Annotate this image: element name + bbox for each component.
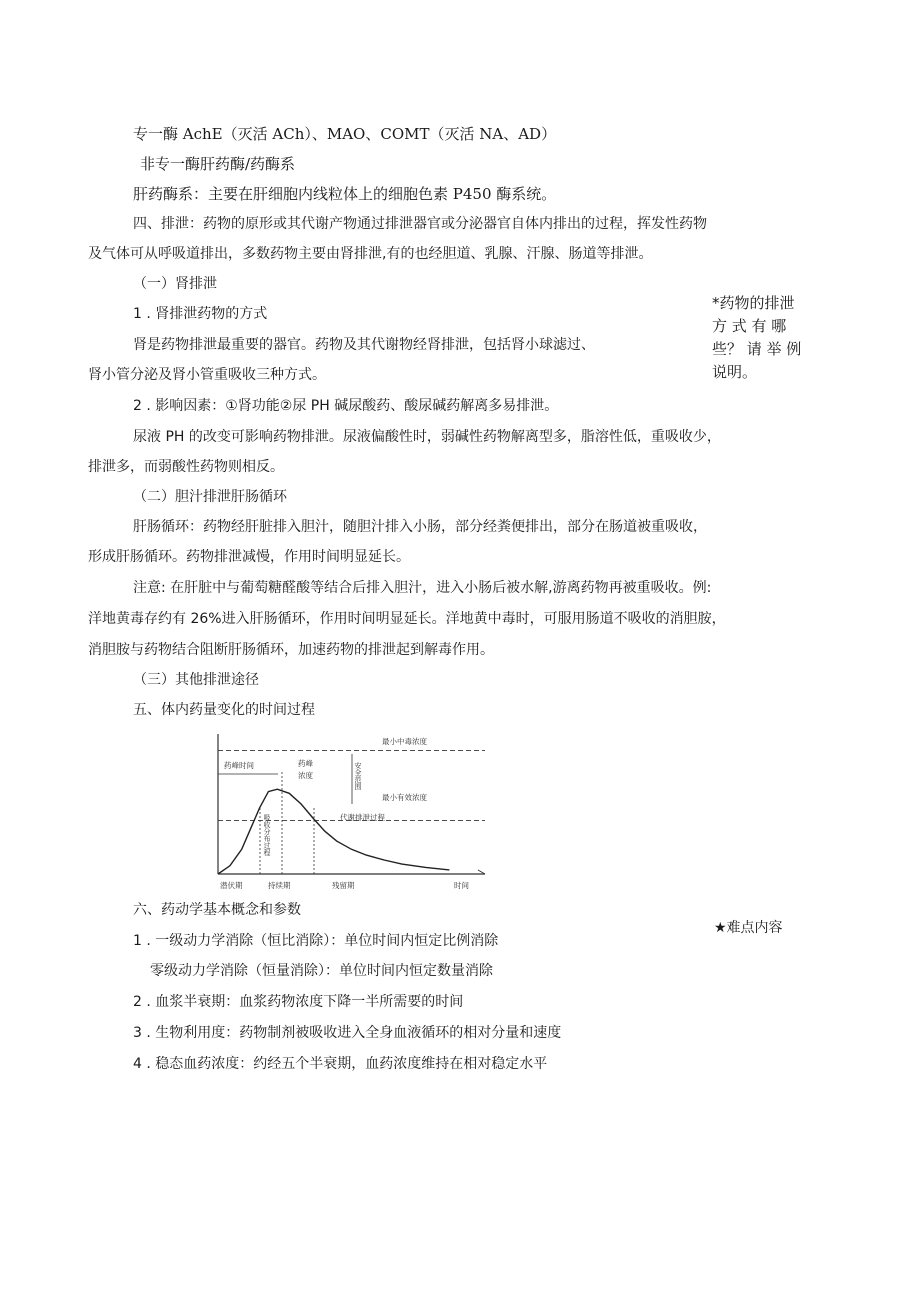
side-note-line-1: *药物的排泄 [712,294,795,312]
peak-conc-label-1: 药峰 [298,759,313,768]
section-heading-other: （三）其他排泄途径 [133,672,259,688]
section-heading-six: 六、药动学基本概念和参数 [133,902,301,918]
text-line-24: 2 . 血浆半衰期：血浆药物浓度下降一半所需要的时间 [133,994,464,1010]
min-effective-label: 最小有效浓度 [382,793,427,802]
text-line-8: 肾是药物排泄最重要的器官。药物及其代谢物经肾排泄，包括肾小球滤过、 [133,337,595,353]
text-line-15: 形成肝肠循环。药物排泄减慢，作用时间明显延长。 [88,549,410,565]
text-line-7: 1 . 肾排泄药物的方式 [133,306,268,322]
side-note-line-4: 说明。 [712,363,758,381]
text-line-26: 4 . 稳态血药浓度：约经五个半衰期，血药浓度维持在相对稳定水平 [133,1056,548,1072]
section-heading-five: 五、体内药量变化的时间过程 [133,702,315,718]
text-line-9: 肾小管分泌及肾小管重吸收三种方式。 [88,367,326,383]
elimination-label: 代谢排泄过程 [340,813,385,822]
min-toxic-label: 最小中毒浓度 [382,737,427,746]
text-line-16: 注意: 在肝脏中与葡萄糖醛酸等结合后排入胆汁，进入小肠后被水解,游离药物再被重吸收。例: [133,580,712,596]
side-note-line-2: 方 式 有 哪 [712,317,787,335]
x-label-duration: 持续期 [268,881,291,890]
text-line-3: 肝药酶系：主要在肝细胞内线粒体上的细胞色素 P450 酶系统。 [133,185,557,203]
text-line-10: 2 . 影响因素：①肾功能②尿 PH 碱尿酸药、酸尿碱药解离多易排泄。 [133,398,559,414]
x-label-time: 时间 [454,881,469,890]
x-label-latent: 潜伏期 [220,881,243,890]
text-line-23: 零级动力学消除（恒量消除）：单位时间内恒定数量消除 [150,963,493,979]
text-line-14: 肝肠循环：药物经肝脏排入胆汁，随胆汁排入小肠，部分经粪便排出，部分在肠道被重吸收， [133,519,707,535]
text-line-17: 洋地黄毒存约有 26%进入肝肠循环，作用时间明显延长。洋地黄中毒时，可服用肠道不吸收的消胆胺， [88,611,726,627]
absorption-label: 吸收分布过程 [263,814,271,856]
peak-time-label: 药峰时间 [224,761,254,770]
text-line-12: 排泄多，而弱酸性药物则相反。 [88,459,284,475]
text-line-25: 3 . 生物利用度：药物制剂被吸收进入全身血液循环的相对分量和速度 [133,1025,562,1041]
side-note-line-3: 些？ 请 举 例 [712,340,802,358]
section-heading-bile: （二）胆汁排泄肝肠循环 [133,489,287,505]
text-line-4: 四、排泄：药物的原形或其代谢产物通过排泄器官或分泌器官自体内排出的过程，挥发性药物 [133,216,707,232]
text-line-11: 尿液 PH 的改变可影响药物排泄。尿液偏酸性时，弱碱性药物解离型多，脂溶性低，重吸收少， [133,429,721,445]
side-note [712,292,801,384]
text-line-1: 专一酶 AchE（灭活 ACh）、MAO、COMT（灭活 NA、AD） [133,125,557,143]
text-line-5: 及气体可从呼吸道排出，多数药物主要由肾排泄,有的也经胆道、乳腺、汗腺、肠道等排泄。 [88,246,653,262]
text-line-22: 1 . 一级动力学消除（恒比消除）：单位时间内恒定比例消除 [133,933,499,949]
safety-range-label: 安全范围 [354,762,362,790]
difficulty-note: ★难点内容 [714,920,783,936]
text-line-18: 消胆胺与药物结合阻断肝肠循环，加速药物的排泄起到解毒作用。 [88,642,494,658]
concentration-time-chart [210,724,490,894]
x-label-residual: 残留期 [332,881,355,890]
peak-conc-label-2: 浓度 [298,771,313,780]
section-heading-kidney: （一）肾排泄 [133,276,217,292]
text-line-2: 非专一酶肝药酶/药酶系 [140,155,296,173]
